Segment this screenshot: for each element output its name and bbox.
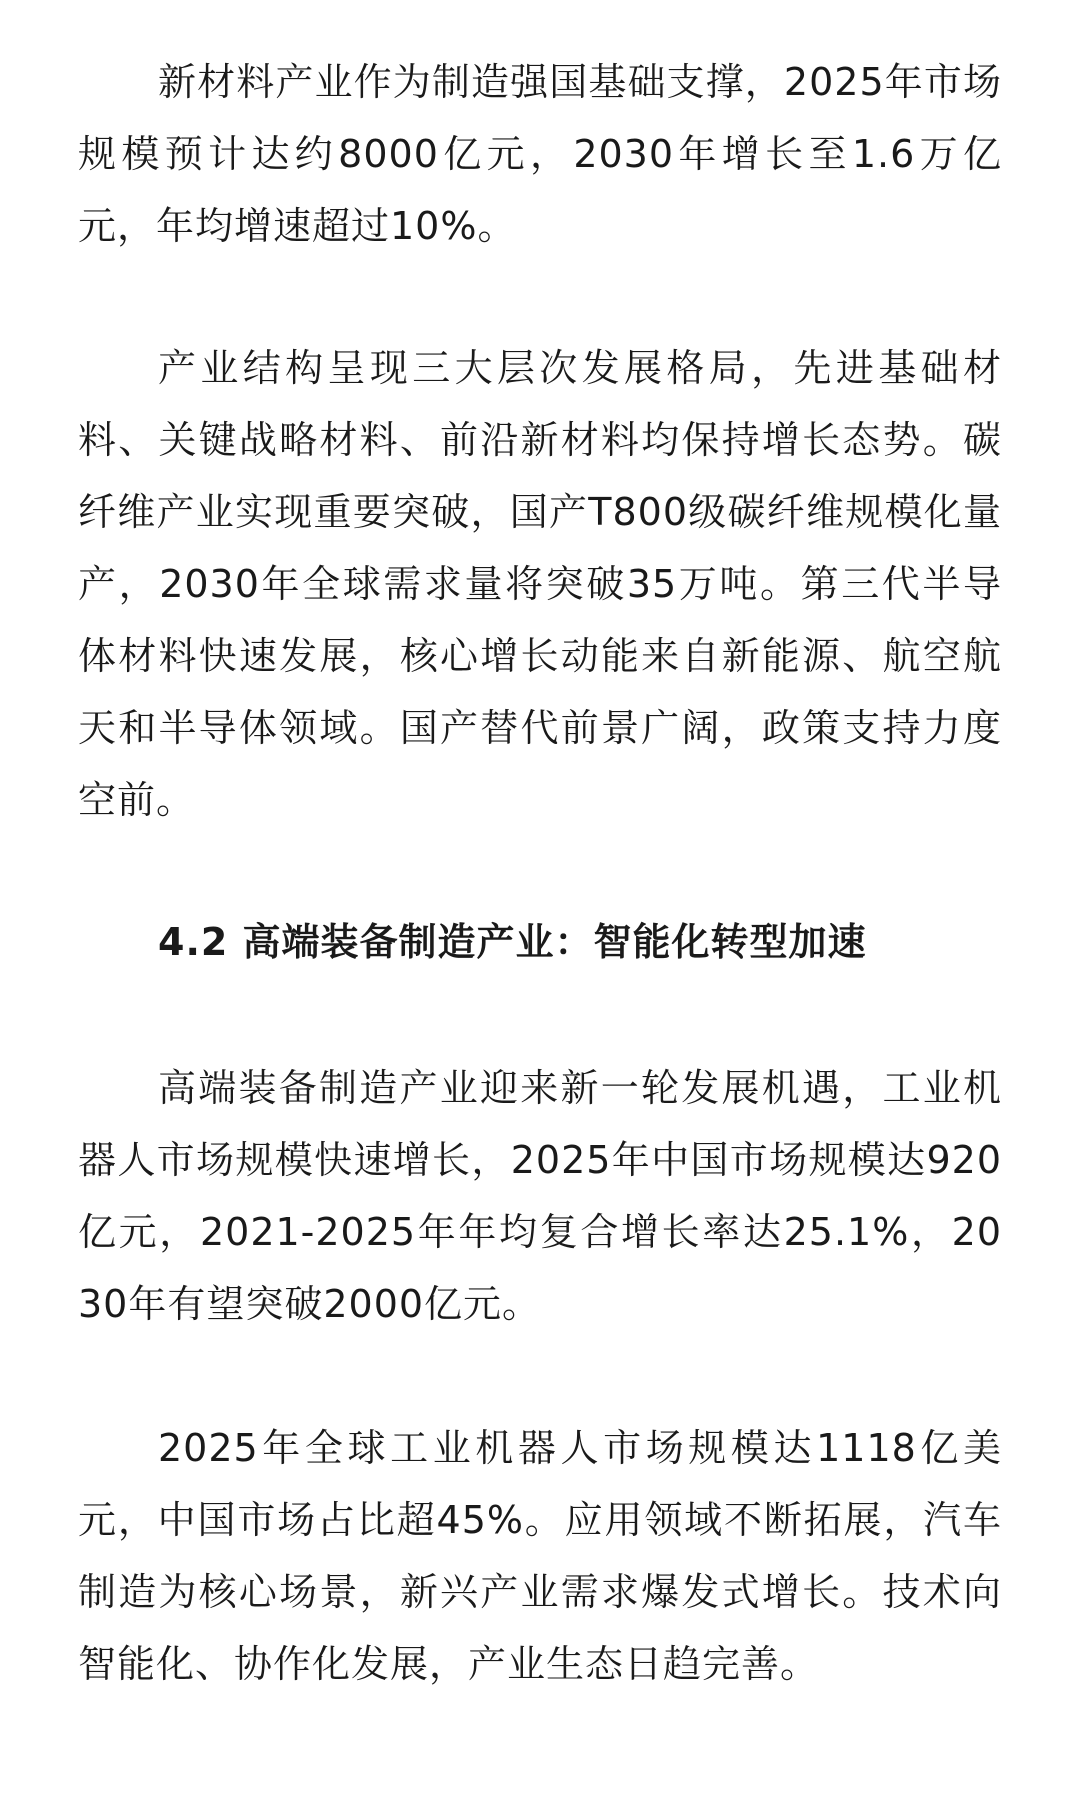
paragraph-industry-structure: 产业结构呈现三大层次发展格局，先进基础材料、关键战略材料、前沿新材料均保持增长态势。碳纤维产业实现重要突破，国产T800级碳纤维规模化量产，2030年全球需求量将突破35万吨。第三代半导体材料快速发展，核心增长动能来自新能源、航空航天和半导体领域。国产替代前景广阔，政策支持力度空前。	[78, 346, 1002, 822]
paragraph-robot-china-market: 高端装备制造产业迎来新一轮发展机遇，工业机器人市场规模快速增长，2025年中国市场规模达920亿元，2021-2025年年均复合增长率达25.1%，2030年有望突破2000亿元。	[78, 1066, 1002, 1326]
paragraph-new-materials-market: 新材料产业作为制造强国基础支撑，2025年市场规模预计达约8000亿元，2030年增长至1.6万亿元，年均增速超过10%。	[78, 60, 1002, 248]
section-heading: 4.2 高端装备制造产业：智能化转型加速	[158, 920, 867, 964]
paragraph-robot-global-market: 2025年全球工业机器人市场规模达1118亿美元，中国市场占比超45%。应用领域不断拓展，汽车制造为核心场景，新兴产业需求爆发式增长。技术向智能化、协作化发展，产业生态日趋完善。	[78, 1426, 1002, 1686]
